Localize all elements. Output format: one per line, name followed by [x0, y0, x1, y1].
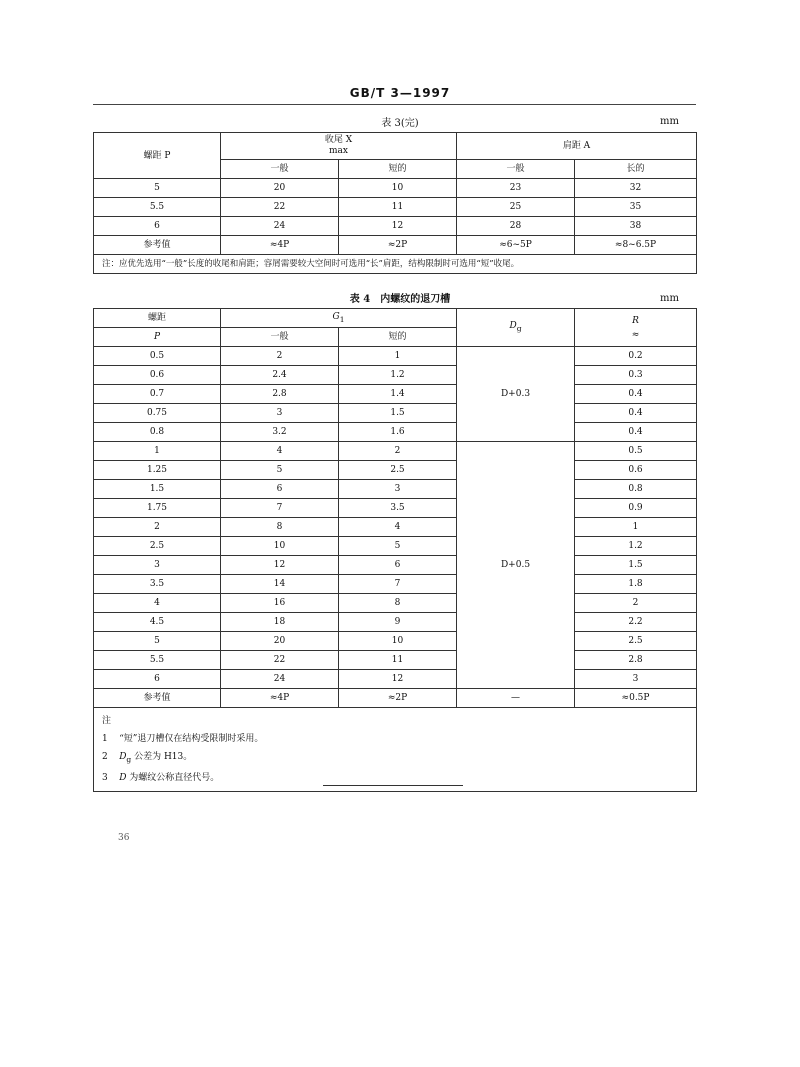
table4-cell: 1	[575, 518, 697, 537]
table-row	[94, 670, 697, 689]
table-row	[94, 518, 697, 537]
table4-head-pitch2	[94, 328, 221, 347]
table4-cell: 0.4	[575, 423, 697, 442]
table-row	[94, 613, 697, 632]
table4-cell: 10	[221, 537, 339, 556]
table4-cell: ≈4P	[221, 689, 339, 708]
table4-cell: —	[457, 689, 575, 708]
table-row	[94, 480, 697, 499]
note-number: 3	[102, 772, 108, 783]
table3-cell: 5	[94, 179, 221, 198]
table-row	[94, 442, 697, 461]
table4-head-r-sub: ≈	[631, 329, 640, 340]
table-row	[94, 689, 697, 708]
table4-cell: 5	[94, 632, 221, 651]
table4-cell: 3.5	[339, 499, 457, 518]
table4-cell: 2.5	[575, 632, 697, 651]
table-row	[94, 556, 697, 575]
table4-cell: 0.9	[575, 499, 697, 518]
table-row	[94, 423, 697, 442]
table4-cell: 0.6	[94, 366, 221, 385]
table4-cell: 1	[339, 347, 457, 366]
table4-cell: 2	[339, 442, 457, 461]
table-row	[94, 575, 697, 594]
table4-cell: 6	[221, 480, 339, 499]
table4-dg-group1: D+0.3	[457, 347, 575, 442]
table3-cell: 11	[339, 198, 457, 217]
table-row	[94, 632, 697, 651]
table4-cell: 9	[339, 613, 457, 632]
note-text: 公差为 H13。	[134, 752, 193, 762]
table4-cell: 5	[221, 461, 339, 480]
table3	[93, 132, 697, 274]
table4-cell: 6	[94, 670, 221, 689]
table4-notes	[94, 708, 697, 792]
table-row	[94, 651, 697, 670]
table4-cell: 4	[94, 594, 221, 613]
table4-head-general: 一般	[221, 328, 339, 347]
note-symbol: D	[119, 752, 127, 762]
table4-cell: 0.6	[575, 461, 697, 480]
table4-head-r-label: R	[632, 315, 639, 326]
table4-cell: 18	[221, 613, 339, 632]
note-number: 2	[102, 752, 108, 762]
table4-cell: 2	[94, 518, 221, 537]
table4-head-g-sub: 1	[339, 314, 345, 324]
table4-cell: 12	[339, 670, 457, 689]
table3-head-shoulder: 肩距 A	[457, 133, 697, 160]
table3-head-runout-sub: max	[329, 146, 348, 156]
table-row	[94, 217, 697, 236]
table4-cell: 3	[575, 670, 697, 689]
table3-cell: 12	[339, 217, 457, 236]
note-text: 为螺纹公称直径代号。	[129, 772, 220, 783]
table3-cell: 20	[221, 179, 339, 198]
end-rule	[323, 785, 463, 786]
table4-cell: 4	[221, 442, 339, 461]
table3-cell: 23	[457, 179, 575, 198]
table4-cell: 2.4	[221, 366, 339, 385]
table3-head-long: 长的	[575, 160, 697, 179]
table-row	[94, 461, 697, 480]
table3-note: 注：应优先选用“一般”长度的收尾和肩距；容屑需要较大空间时可选用“长”肩距，结构限制时可选用“短”收尾。	[94, 255, 697, 274]
table4-cell: 5	[339, 537, 457, 556]
table4-cell: 2.5	[94, 537, 221, 556]
table3-cell: 28	[457, 217, 575, 236]
table4-notes-title: 注	[102, 716, 112, 726]
table4-cell: 1.6	[339, 423, 457, 442]
table4-caption: 表 4 内螺纹的退刀槽	[349, 294, 451, 305]
table3-unit: mm	[660, 116, 679, 127]
table4-cell: 1.4	[339, 385, 457, 404]
table-row	[94, 385, 697, 404]
table4-cell: 1.5	[339, 404, 457, 423]
table4-cell: 7	[339, 575, 457, 594]
table3-cell: 32	[575, 179, 697, 198]
table4-cell: 6	[339, 556, 457, 575]
table4-cell: 2.5	[339, 461, 457, 480]
table4-cell: 16	[221, 594, 339, 613]
table3-cell: ≈6~5P	[457, 236, 575, 255]
note-text: “短”退刀槽仅在结构受限制时采用。	[119, 734, 264, 744]
table4-cell: 0.7	[94, 385, 221, 404]
table4-cell: 0.8	[575, 480, 697, 499]
table4-cell: 3	[221, 404, 339, 423]
table4-cell: 4.5	[94, 613, 221, 632]
table3-cell: 10	[339, 179, 457, 198]
table4-cell: 7	[221, 499, 339, 518]
table4-unit: mm	[660, 293, 679, 304]
table4-head-r	[575, 309, 697, 347]
table4-cell: 0.2	[575, 347, 697, 366]
table3-cell: ≈2P	[339, 236, 457, 255]
table3-head-general: 一般	[221, 160, 339, 179]
table4-cell: 1.75	[94, 499, 221, 518]
table4-ref-label: 参考值	[94, 689, 221, 708]
table4-cell: 1.8	[575, 575, 697, 594]
table4-cell: 24	[221, 670, 339, 689]
table4-cell: 3.2	[221, 423, 339, 442]
table-row	[94, 179, 697, 198]
table4-cell: 0.8	[94, 423, 221, 442]
note-symbol-sub: g	[126, 754, 132, 764]
table-row	[94, 404, 697, 423]
table3-head-runout	[221, 133, 457, 160]
table3-cell: 25	[457, 198, 575, 217]
table3-cell: 38	[575, 217, 697, 236]
table3-cell: 5.5	[94, 198, 221, 217]
table4-cell: 3.5	[94, 575, 221, 594]
table4-cell: 0.75	[94, 404, 221, 423]
header-rule	[93, 104, 696, 105]
table4-cell: 10	[339, 632, 457, 651]
table4-cell: 11	[339, 651, 457, 670]
table4-cell: 5.5	[94, 651, 221, 670]
table4-cell: 3	[339, 480, 457, 499]
table4	[93, 308, 697, 792]
table4-cell: ≈0.5P	[575, 689, 697, 708]
table4-cell: 2.2	[575, 613, 697, 632]
table3-cell: 6	[94, 217, 221, 236]
table4-cell: 2.8	[221, 385, 339, 404]
table4-head-g	[221, 309, 457, 328]
note-number: 1	[102, 734, 108, 744]
table4-head-g-label: G	[332, 311, 340, 322]
table4-cell: ≈2P	[339, 689, 457, 708]
table4-head-dg	[457, 309, 575, 347]
table3-head-pitch: 螺距 P	[94, 133, 221, 179]
table-row	[94, 347, 697, 366]
table4-cell: 1.25	[94, 461, 221, 480]
table-row	[94, 594, 697, 613]
table4-note-2	[102, 748, 696, 769]
table4-head-short: 短的	[339, 328, 457, 347]
table4-cell: 2	[221, 347, 339, 366]
table4-cell: 12	[221, 556, 339, 575]
document-header: GB/T 3—1997	[349, 86, 451, 100]
table-row	[94, 537, 697, 556]
table4-cell: 1.2	[339, 366, 457, 385]
table4-cell: 1.5	[575, 556, 697, 575]
table3-ref-label: 参考值	[94, 236, 221, 255]
table4-cell: 8	[339, 594, 457, 613]
table-row	[94, 236, 697, 255]
table4-cell: 0.5	[94, 347, 221, 366]
table3-cell: 24	[221, 217, 339, 236]
table-row	[94, 499, 697, 518]
table-row	[94, 366, 697, 385]
table4-dg-group2: D+0.5	[457, 442, 575, 689]
table3-cell: ≈8~6.5P	[575, 236, 697, 255]
table3-cell: 35	[575, 198, 697, 217]
table4-note-1	[102, 730, 696, 748]
table3-cell: 22	[221, 198, 339, 217]
table4-cell: 1.2	[575, 537, 697, 556]
table4-cell: 0.5	[575, 442, 697, 461]
table3-caption: 表 3(完)	[381, 118, 419, 129]
table4-cell: 0.4	[575, 385, 697, 404]
table3-head-short: 短的	[339, 160, 457, 179]
table4-head-pitch1: 螺距	[94, 309, 221, 328]
table4-cell: 1.5	[94, 480, 221, 499]
table4-cell: 3	[94, 556, 221, 575]
table3-cell: ≈4P	[221, 236, 339, 255]
table4-cell: 4	[339, 518, 457, 537]
table4-cell: 1	[94, 442, 221, 461]
table4-cell: 2.8	[575, 651, 697, 670]
table4-head-dg-sub: g	[516, 323, 522, 333]
table4-cell: 0.3	[575, 366, 697, 385]
table4-cell: 2	[575, 594, 697, 613]
table4-cell: 22	[221, 651, 339, 670]
table3-head-runout-label: 收尾 X	[324, 135, 353, 145]
table4-head-dg-label: D	[509, 321, 517, 332]
table4-head-pitch2-label: P	[153, 332, 161, 342]
note-symbol: D	[119, 772, 127, 783]
table3-head-general2: 一般	[457, 160, 575, 179]
table4-cell: 14	[221, 575, 339, 594]
page-number: 36	[118, 833, 130, 843]
table-row	[94, 198, 697, 217]
table4-cell: 0.4	[575, 404, 697, 423]
table4-cell: 20	[221, 632, 339, 651]
table4-cell: 8	[221, 518, 339, 537]
